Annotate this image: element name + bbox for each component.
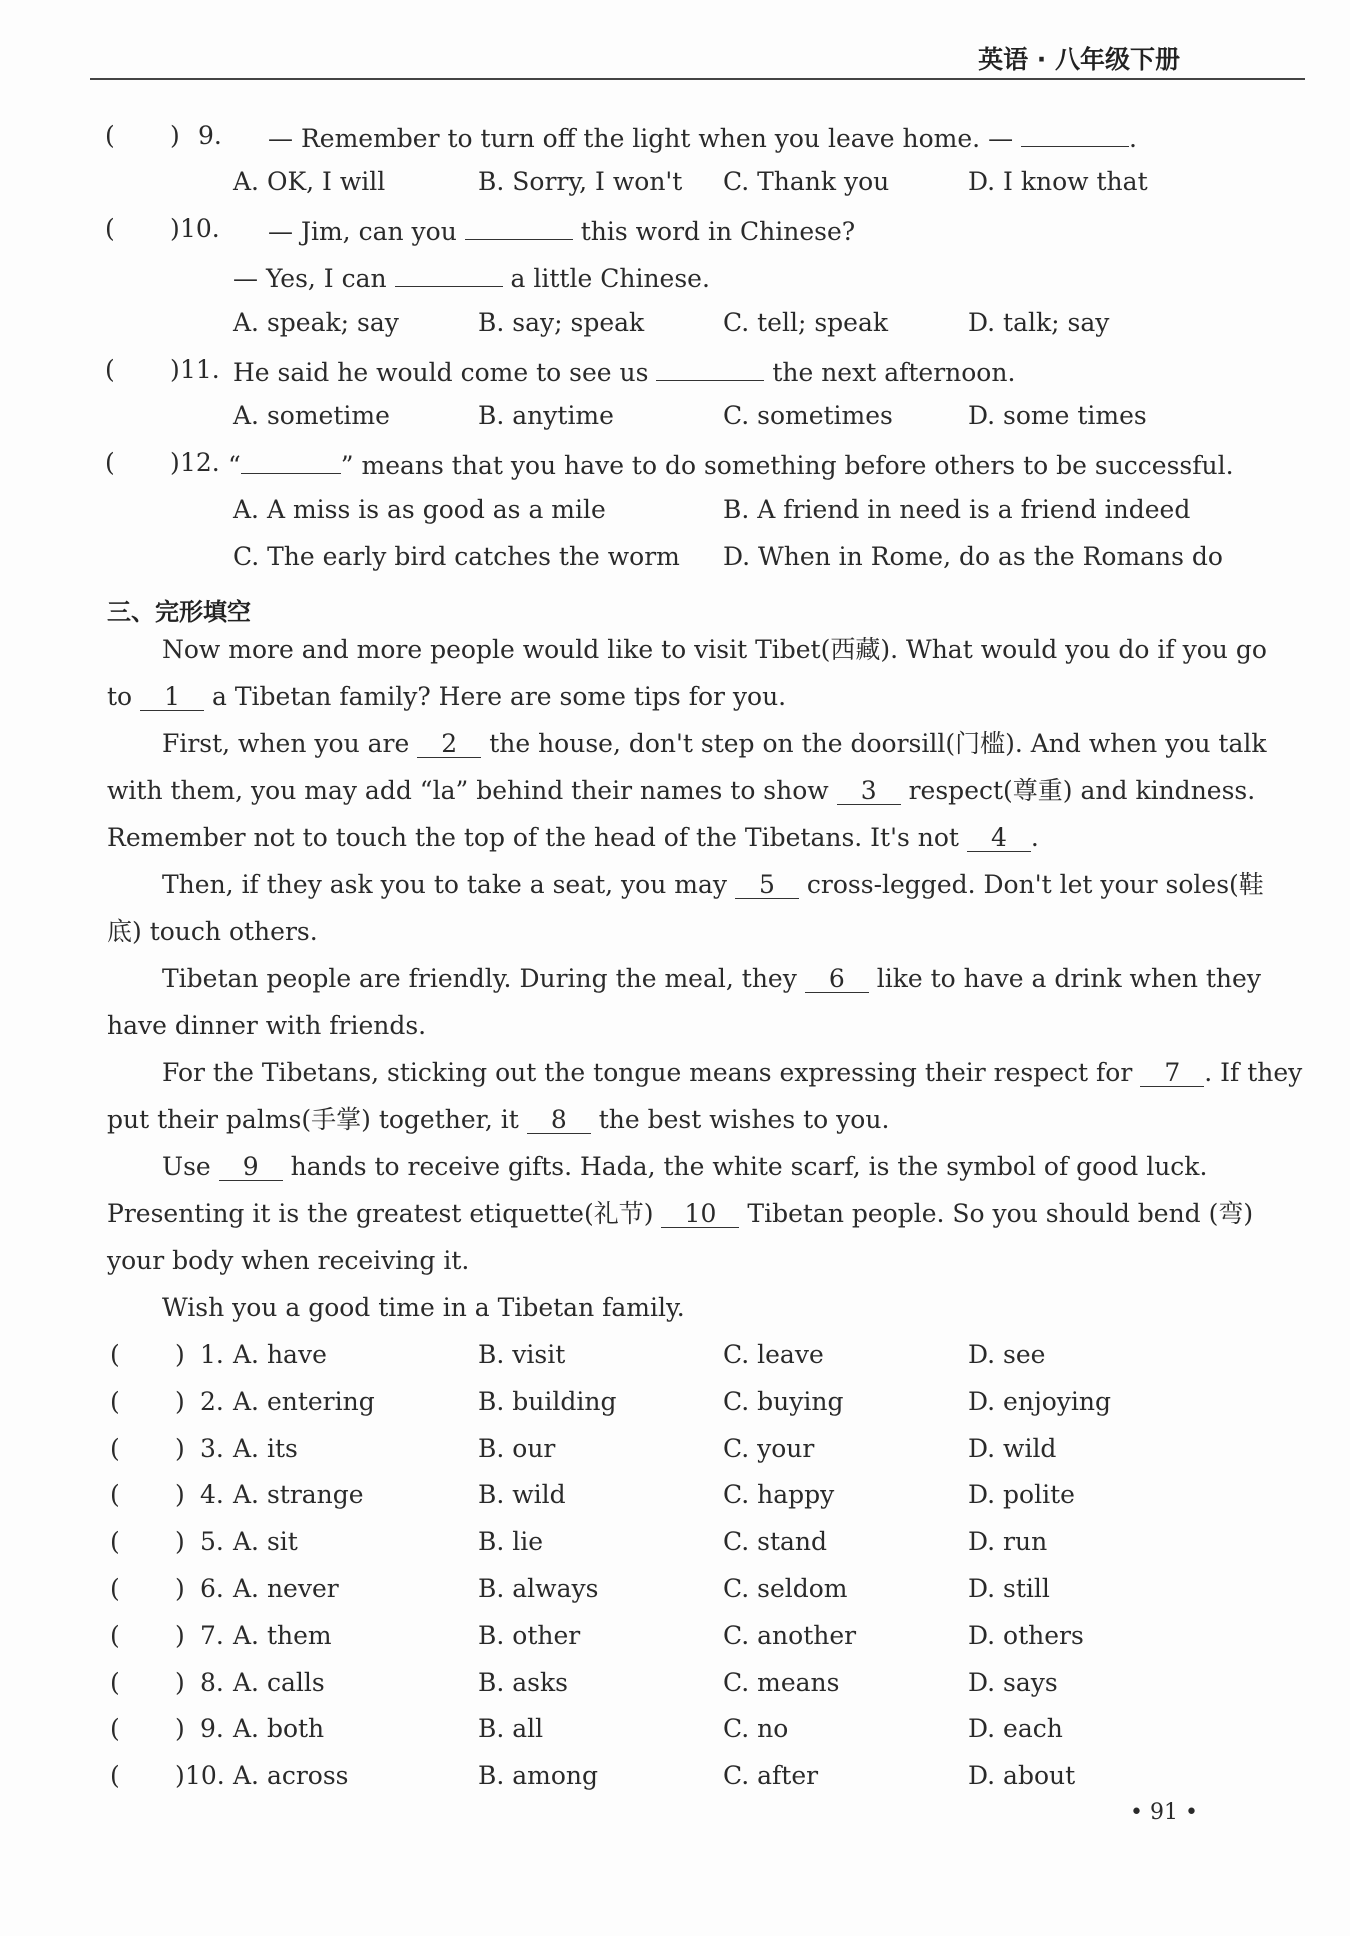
option-b[interactable]: B. our xyxy=(478,1433,556,1463)
option-a[interactable]: A. sometime xyxy=(233,401,390,430)
option-c[interactable]: C. after xyxy=(723,1761,819,1791)
header-divider xyxy=(90,78,1305,80)
option-a[interactable]: A. A miss is as good as a mile xyxy=(233,495,606,524)
answer-paren-close: ) xyxy=(175,1340,185,1369)
option-b[interactable]: B. visit xyxy=(478,1340,566,1369)
answer-paren-close: ) xyxy=(170,121,180,150)
option-d[interactable]: D. wild xyxy=(968,1433,1057,1463)
option-c[interactable]: C. sometimes xyxy=(723,401,893,430)
option-c[interactable]: C. Thank you xyxy=(723,167,890,196)
passage-line: Wish you a good time in a Tibetan family. xyxy=(162,1293,685,1322)
passage-line: Presenting it is the greatest etiquette(礼节) 10 Tibetan people. So you should bend (弯) xyxy=(107,1199,1254,1228)
option-b[interactable]: B. lie xyxy=(478,1527,544,1557)
option-c[interactable]: C. your xyxy=(723,1433,815,1463)
option-d[interactable]: D. talk; say xyxy=(968,308,1110,337)
option-a[interactable]: A. OK, I will xyxy=(233,167,386,196)
cloze-question-number: 1. xyxy=(200,1340,224,1369)
answer-paren-close: ) xyxy=(170,214,180,243)
passage-line: put their palms(手掌) together, it 8 the best wishes to you. xyxy=(107,1105,890,1134)
option-d[interactable]: D. polite xyxy=(968,1480,1075,1510)
question-text: — Yes, I can xyxy=(233,264,387,293)
option-d[interactable]: D. run xyxy=(968,1527,1048,1557)
passage-line: your body when receiving it. xyxy=(107,1246,470,1275)
answer-paren-open[interactable]: ( xyxy=(110,1386,120,1416)
answer-blank[interactable] xyxy=(1021,120,1129,147)
answer-paren-open[interactable]: ( xyxy=(110,1340,120,1369)
answer-paren-close: ) xyxy=(175,1574,185,1603)
option-b[interactable]: B. A friend in need is a friend indeed xyxy=(723,495,1191,524)
option-a[interactable]: A. speak; say xyxy=(233,308,399,337)
answer-paren-open[interactable]: ( xyxy=(110,1480,120,1510)
question-number: 11. xyxy=(180,355,220,384)
option-c[interactable]: C. buying xyxy=(723,1386,844,1416)
option-b[interactable]: B. say; speak xyxy=(478,308,645,337)
passage-line: Use 9 hands to receive gifts. Hada, the white scarf, is the symbol of good luck. xyxy=(162,1152,1208,1181)
cloze-question-number: 5. xyxy=(200,1527,224,1557)
question-number: 9. xyxy=(198,121,222,150)
option-b[interactable]: B. asks xyxy=(478,1667,568,1697)
cloze-blank-9[interactable]: 9 xyxy=(219,1154,283,1181)
cloze-question-number: 8. xyxy=(200,1667,224,1697)
option-c[interactable]: C. seldom xyxy=(723,1574,848,1603)
option-b[interactable]: B. all xyxy=(478,1714,544,1744)
option-b[interactable]: B. always xyxy=(478,1574,599,1603)
question-text-end: the next afternoon. xyxy=(772,358,1016,387)
cloze-blank-8[interactable]: 8 xyxy=(527,1107,591,1134)
option-d[interactable]: D. enjoying xyxy=(968,1386,1111,1416)
option-c[interactable]: C. happy xyxy=(723,1480,835,1510)
answer-paren-open[interactable]: ( xyxy=(105,355,115,384)
question-text-end: ” means that you have to do something before others to be successful. xyxy=(340,451,1234,480)
answer-paren-close: ) xyxy=(170,355,180,384)
option-d[interactable]: D. others xyxy=(968,1620,1084,1650)
cloze-question-number: 9. xyxy=(200,1714,224,1744)
answer-paren-open[interactable]: ( xyxy=(110,1714,120,1744)
cloze-blank-5[interactable]: 5 xyxy=(735,872,799,899)
option-c[interactable]: C. tell; speak xyxy=(723,308,889,337)
option-d[interactable]: D. When in Rome, do as the Romans do xyxy=(723,542,1223,571)
option-a[interactable]: A. both xyxy=(233,1714,325,1744)
answer-paren-close: ) xyxy=(175,1714,185,1744)
cloze-blank-1[interactable]: 1 xyxy=(140,684,204,711)
question-number: 10. xyxy=(180,214,220,243)
answer-paren-open[interactable]: ( xyxy=(110,1527,120,1557)
answer-paren-close: ) xyxy=(170,448,180,477)
option-b[interactable]: B. among xyxy=(478,1761,599,1791)
passage-line: First, when you are 2 the house, don't step on the doorsill(门槛). And when you talk xyxy=(162,729,1267,758)
passage-line: 底) touch others. xyxy=(107,917,318,946)
question-text: “ xyxy=(228,451,241,480)
answer-blank[interactable] xyxy=(241,447,341,474)
cloze-blank-10[interactable]: 10 xyxy=(661,1201,739,1228)
option-d[interactable]: D. about xyxy=(968,1761,1076,1791)
option-a[interactable]: A. across xyxy=(233,1761,349,1791)
question-text-end: . xyxy=(1129,124,1137,153)
option-b[interactable]: B. other xyxy=(478,1620,581,1650)
answer-blank[interactable] xyxy=(395,260,503,287)
answer-blank[interactable] xyxy=(465,213,573,240)
option-c[interactable]: C. no xyxy=(723,1714,789,1744)
answer-paren-close: ) xyxy=(175,1527,185,1557)
option-c[interactable]: C. stand xyxy=(723,1527,828,1557)
passage-line: to 1 a Tibetan family? Here are some tips for you. xyxy=(107,682,787,711)
answer-paren-close: ) xyxy=(175,1761,185,1791)
option-a[interactable]: A. strange xyxy=(233,1480,364,1510)
option-c[interactable]: C. The early bird catches the worm xyxy=(233,542,680,571)
answer-paren-close: ) xyxy=(175,1620,185,1650)
cloze-question-number: 10. xyxy=(185,1761,225,1791)
answer-paren-open[interactable]: ( xyxy=(105,214,115,243)
answer-paren-close: ) xyxy=(175,1667,185,1697)
cloze-question-number: 2. xyxy=(200,1386,224,1416)
question-text: — Remember to turn off the light when you leave home. — xyxy=(268,124,1014,153)
passage-line: Tibetan people are friendly. During the meal, they 6 like to have a drink when they xyxy=(162,964,1261,993)
question-text-end: this word in Chinese? xyxy=(580,217,856,246)
option-d[interactable]: D. says xyxy=(968,1667,1058,1697)
answer-paren-open[interactable]: ( xyxy=(110,1574,120,1603)
option-d[interactable]: D. each xyxy=(968,1714,1063,1744)
option-a[interactable]: A. calls xyxy=(233,1667,325,1697)
option-c[interactable]: C. leave xyxy=(723,1340,824,1369)
answer-paren-open[interactable]: ( xyxy=(105,448,115,477)
option-a[interactable]: A. never xyxy=(233,1574,339,1603)
option-b[interactable]: B. wild xyxy=(478,1480,566,1510)
option-d[interactable]: D. I know that xyxy=(968,167,1148,196)
cloze-blank-6[interactable]: 6 xyxy=(805,966,869,993)
answer-paren-open[interactable]: ( xyxy=(110,1761,120,1791)
answer-paren-close: ) xyxy=(175,1480,185,1510)
page-number: • 91 • xyxy=(1130,1800,1198,1825)
passage-line: with them, you may add “la” behind their names to show 3 respect(尊重) and kindness. xyxy=(107,776,1256,805)
passage-line: Remember not to touch the top of the head of the Tibetans. It's not 4 . xyxy=(107,823,1039,852)
cloze-blank-2[interactable]: 2 xyxy=(417,731,481,758)
cloze-question-number: 6. xyxy=(200,1574,224,1603)
cloze-question-number: 7. xyxy=(200,1620,224,1650)
cloze-question-number: 4. xyxy=(200,1480,224,1510)
question-text-end: a little Chinese. xyxy=(510,264,710,293)
cloze-blank-4[interactable]: 4 xyxy=(967,825,1031,852)
option-a[interactable]: A. sit xyxy=(233,1527,298,1557)
answer-paren-open[interactable]: ( xyxy=(105,121,115,150)
option-d[interactable]: D. some times xyxy=(968,401,1147,430)
answer-blank[interactable] xyxy=(656,354,764,381)
option-a[interactable]: A. its xyxy=(233,1433,298,1463)
option-c[interactable]: C. another xyxy=(723,1620,857,1650)
answer-paren-open[interactable]: ( xyxy=(110,1667,120,1697)
cloze-blank-3[interactable]: 3 xyxy=(837,778,901,805)
question-number: 12. xyxy=(180,448,220,477)
option-b[interactable]: B. Sorry, I won't xyxy=(478,167,683,196)
option-b[interactable]: B. anytime xyxy=(478,401,614,430)
option-a[interactable]: A. entering xyxy=(233,1386,375,1416)
answer-paren-close: ) xyxy=(175,1386,185,1416)
option-c[interactable]: C. means xyxy=(723,1667,840,1697)
option-a[interactable]: A. them xyxy=(233,1620,332,1650)
passage-line: Then, if they ask you to take a seat, you may 5 cross-legged. Don't let your soles(鞋 xyxy=(162,870,1264,899)
question-text: He said he would come to see us xyxy=(233,358,649,387)
section-title-cloze: 三、完形填空 xyxy=(107,598,251,626)
option-b[interactable]: B. building xyxy=(478,1386,617,1416)
page-header-title: 英语 · 八年级下册 xyxy=(978,45,1180,74)
passage-line: For the Tibetans, sticking out the tongue means expressing their respect for 7 . If they xyxy=(162,1058,1303,1087)
cloze-question-number: 3. xyxy=(200,1433,224,1463)
answer-paren-open[interactable]: ( xyxy=(110,1433,120,1463)
cloze-blank-7[interactable]: 7 xyxy=(1140,1060,1204,1087)
answer-paren-open[interactable]: ( xyxy=(110,1620,120,1650)
option-d[interactable]: D. see xyxy=(968,1340,1046,1369)
question-text: — Jim, can you xyxy=(268,217,457,246)
passage-line: Now more and more people would like to visit Tibet(西藏). What would you do if you go xyxy=(162,635,1267,664)
passage-line: have dinner with friends. xyxy=(107,1011,427,1040)
answer-paren-close: ) xyxy=(175,1433,185,1463)
option-d[interactable]: D. still xyxy=(968,1574,1050,1603)
option-a[interactable]: A. have xyxy=(233,1340,327,1369)
